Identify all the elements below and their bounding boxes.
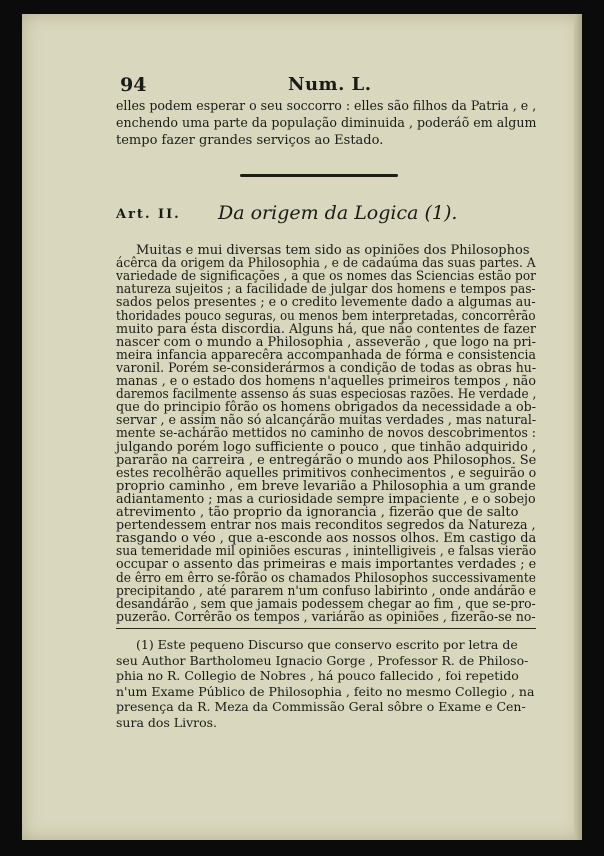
text-line: pararão na carreira , e entregárão o mundo aos Philosophos. Se [116, 452, 537, 468]
text-line: puzerão. Corrêrão os tempos , variárão as opiniões , fizerão-se no- [116, 609, 536, 625]
article-title: Da origem da Logica (1). [218, 202, 458, 224]
text-line: variedade de significações , a que os nomes das Sciencias estão por [116, 269, 537, 285]
text-line: elles podem esperar o seu soccorro : elles são filhos da Patria , e , [116, 99, 537, 114]
text-line: mente se-achárão mettidos no caminho de novos descobrimentos : [116, 426, 536, 442]
footnote-line: (1) Este pequeno Discurso que conservo escrito por letra de [136, 637, 518, 652]
text-line: thoridades pouco seguras, ou menos bem interpretadas, concorrêrão [116, 308, 536, 324]
text-line: sados pelos presentes ; e o credito levemente dado a algumas au- [116, 295, 536, 311]
text-line: daremos facilmente assenso ás suas especiosas razões. He verdade , [116, 387, 537, 403]
running-head: Num. L. [288, 74, 372, 95]
text-line: occupar o assento das primeiras e mais importantes verdades ; e [116, 557, 537, 573]
text-line: sua temeridade mil opiniões escuras , inintelligiveis , e falsas vierão [116, 544, 537, 560]
text-line: servar , e assim não só alcançárão muitas verdades , mas natural- [116, 413, 537, 429]
text-line: tempo fazer grandes serviços ao Estado. [116, 133, 384, 148]
page-header [120, 74, 460, 98]
text-line: Muitas e mui diversas tem sido as opiniões dos Philosophos [136, 243, 530, 258]
text-line: julgando porém logo sufficiente o pouco , que tinhão adquirido , [116, 439, 537, 455]
text-line: enchendo uma parte da população diminuida , poderáõ em algum [116, 116, 537, 131]
footnote-line: n'um Exame Público de Philosophia , feito no mesmo Collegio , na [116, 683, 535, 699]
article-label: Art. II. [116, 207, 181, 222]
text-line: proprio caminho , em breve levarião a Philosophia a um grande [116, 478, 536, 494]
footnote-line: sura dos Livros. [116, 714, 218, 730]
text-line: manas , e o estado dos homens n'aquelles primeiros tempos , não [116, 374, 536, 389]
text-line: de êrro em êrro se-fôrão os chamados Philosophos successivamente [116, 570, 536, 586]
footnote-line: seu Author Bartholomeu Ignacio Gorge , Professor R. de Philoso- [116, 652, 529, 668]
text-line: estes recolhêrão aquelles primitivos conhecimentos , e seguirão o [116, 465, 537, 481]
page-number: 94 [120, 74, 147, 96]
footnote-line: phia no R. Collegio de Nobres , há pouco fallecido , foi repetido [116, 668, 519, 683]
footnote-line: presença da R. Meza da Commissão Geral sôbre o Exame e Cen- [116, 699, 526, 714]
page-edge [574, 14, 582, 840]
text-line: meira infancia apparecêra accompanhada de fórma e consistencia [116, 347, 536, 363]
footnote-rule [116, 628, 536, 629]
text-line: que do principio fôrão os homens obrigados da necessidade a ob- [116, 400, 537, 416]
text-line: muito para ésta discordia. Alguns há, que não contentes de fazer [116, 321, 537, 337]
section-divider [240, 174, 398, 177]
text-line: ácêrca da origem da Philosophia , e de cadaúma das suas partes. A [116, 256, 536, 272]
text-line: desandárão , sem que jamais podessem chegar ao fim , que se-pro- [116, 596, 536, 612]
text-line: natureza sujeitos ; a facilidade de julgar dos homens e tempos pas- [116, 282, 536, 298]
text-line: varonil. Porém se-considerármos a condição de todas as obras hu- [116, 360, 537, 376]
text-line: precipitando , até pararem n'um confuso labirinto , onde andárão e [116, 583, 537, 599]
text-line: atrevimento , tão proprio da ignorancia , fizerão que de salto [116, 505, 519, 520]
text-line: pertendessem entrar nos mais reconditos segredos da Natureza , [116, 518, 536, 534]
text-line: adiantamento ; mas a curiosidade sempre impaciente , e o sobejo [116, 491, 536, 507]
text-line: nascer com o mundo a Philosophia , asseverão , que logo na pri- [116, 334, 536, 350]
text-line: rasgando o véo , que a-esconde aos nossos olhos. Em castigo da [116, 531, 537, 547]
